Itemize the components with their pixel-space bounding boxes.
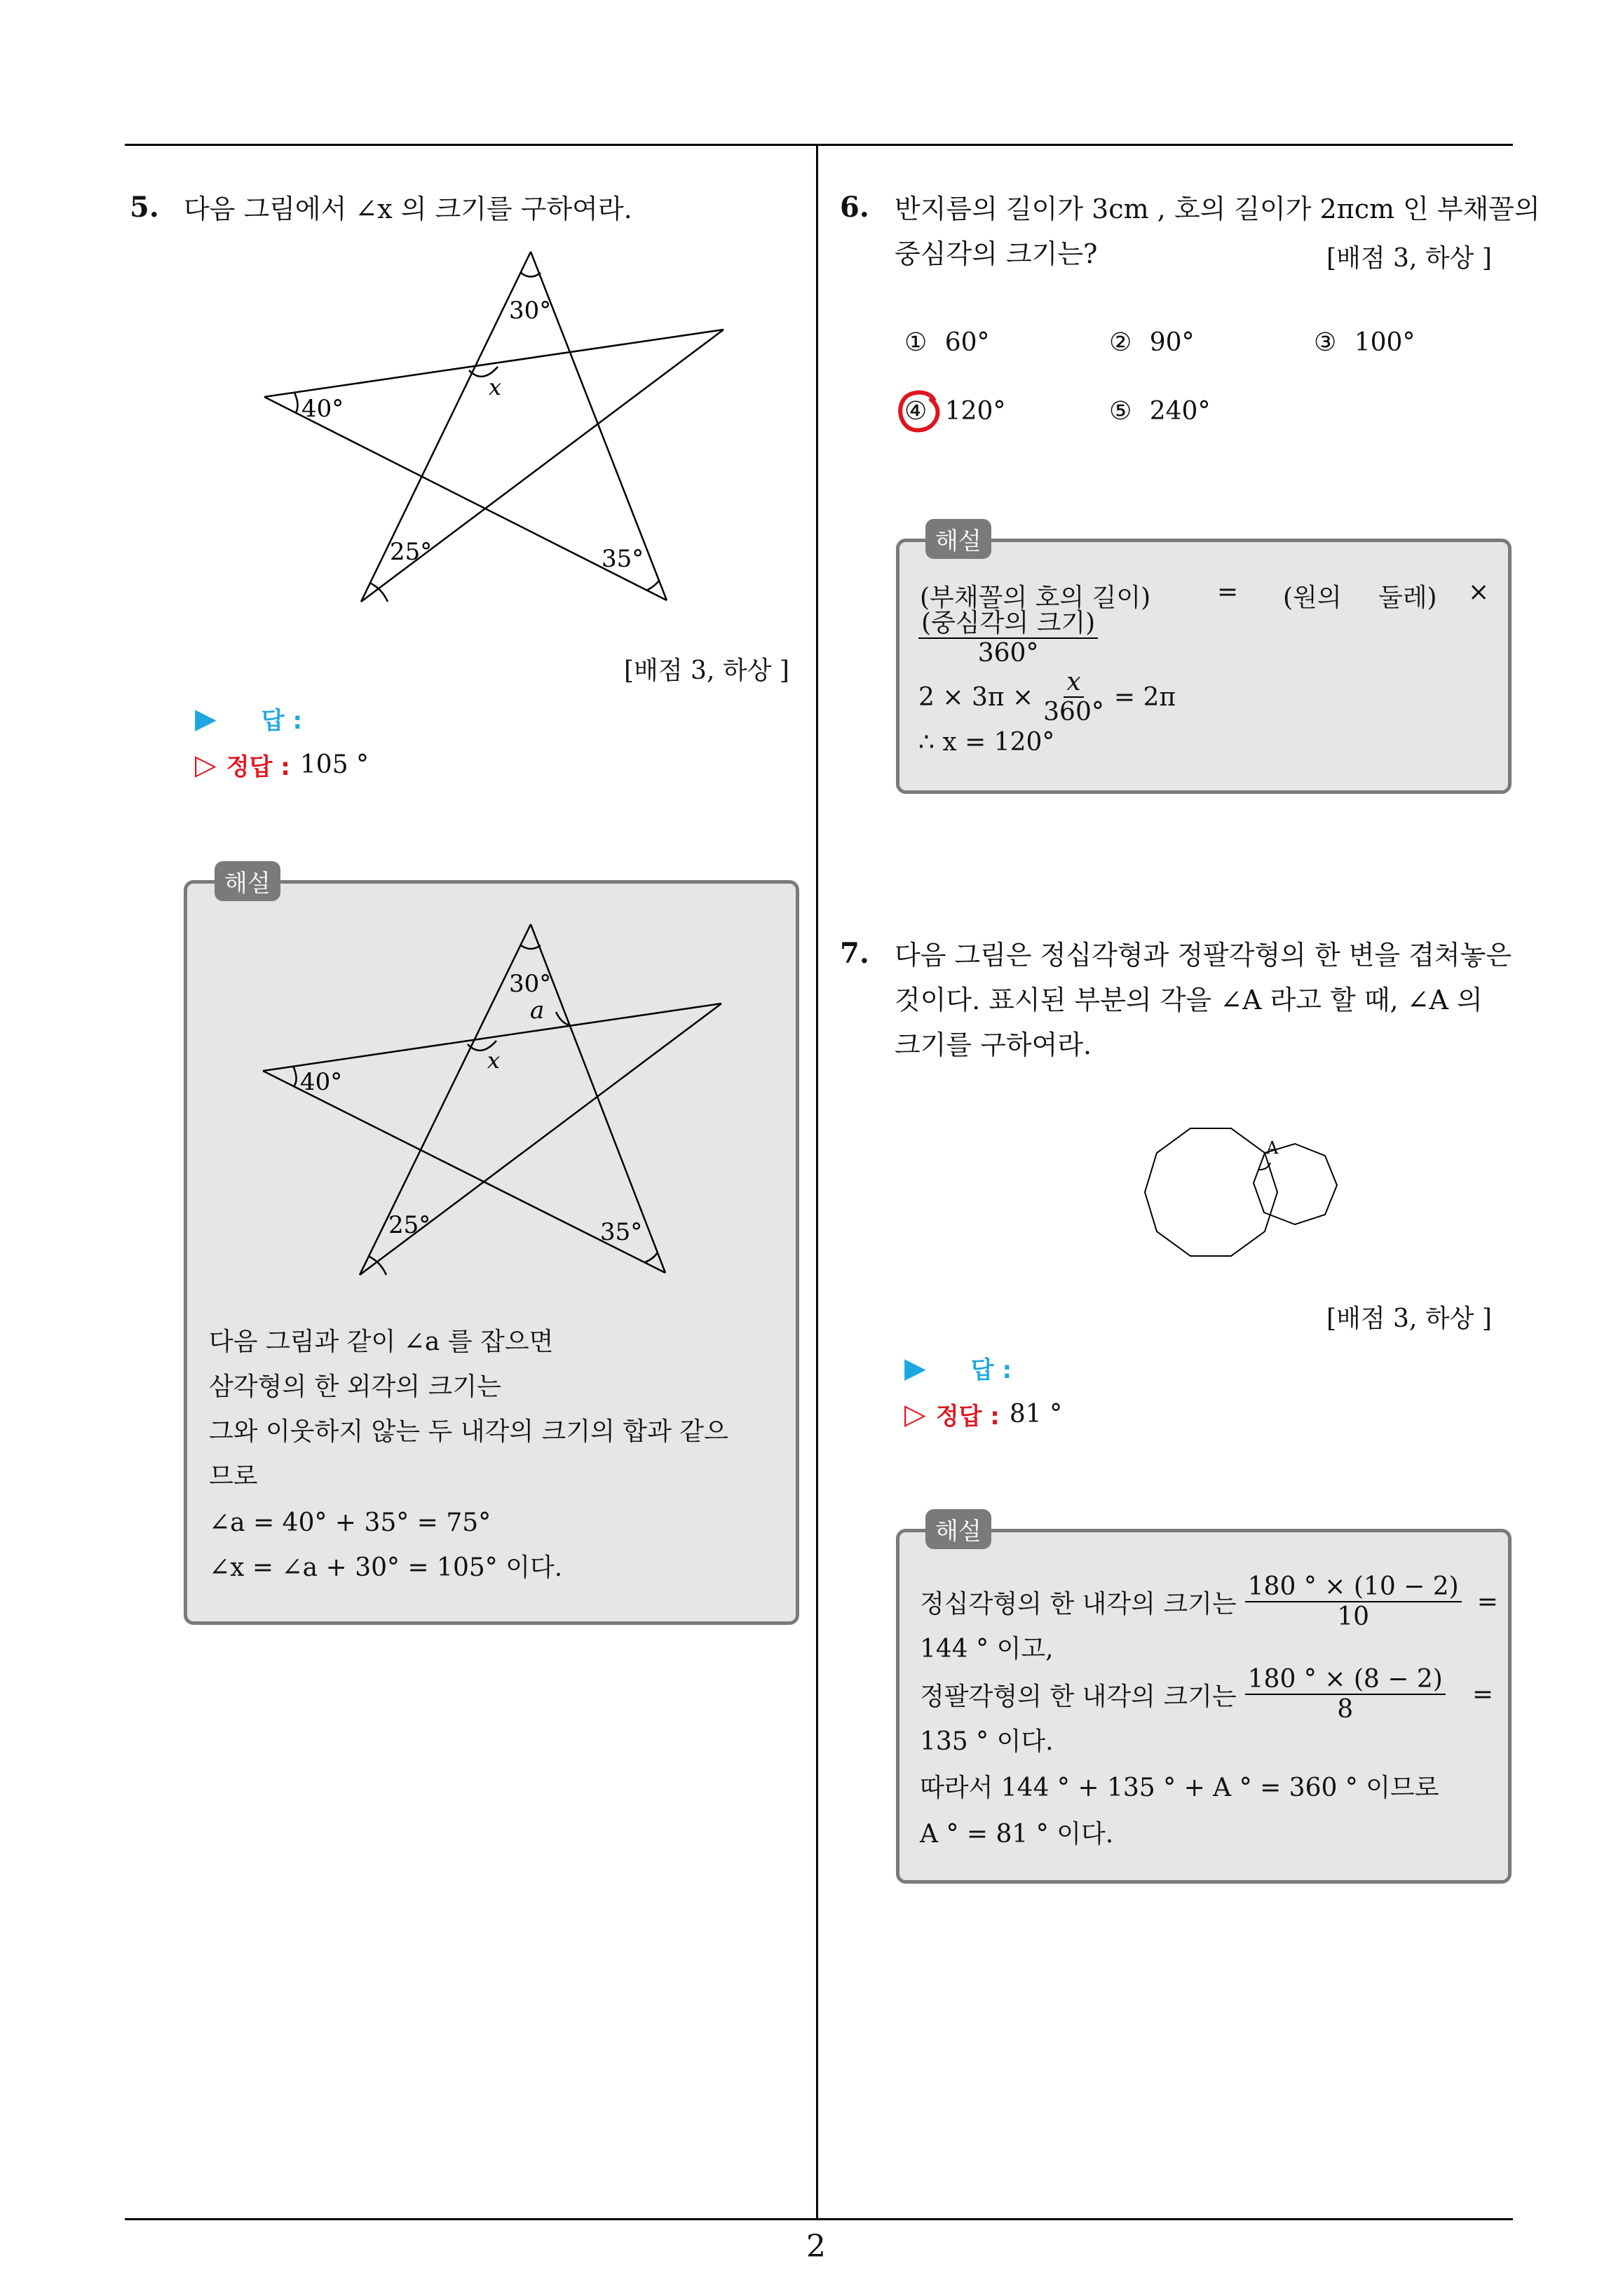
q5-answer-label: 답 : <box>261 707 303 735</box>
page-number: 2 <box>806 2229 826 2264</box>
q7-sol-frac2-den: 8 <box>1337 1695 1354 1724</box>
outline-play-icon: ▷ <box>195 748 217 781</box>
q5-sol-label-35: 35° <box>600 1218 643 1246</box>
q6-choice-5-mark: ⑤ <box>1109 397 1132 426</box>
q7-correct-value: 81 ° <box>1009 1400 1063 1429</box>
q5-correct-label: 정답 : <box>226 753 290 781</box>
q5-solution-line-1: 다음 그림과 같이 ∠a 를 잡으면 <box>209 1328 554 1356</box>
q7-sol-line1 <box>920 1572 1498 1632</box>
q5-solution-line-6: ∠x = ∠a + 30° = 105° 이다. <box>209 1553 563 1582</box>
q6-choice-2-mark: ② <box>1109 328 1132 357</box>
q7-text-line3: 크기를 구하여라. <box>895 1029 1092 1060</box>
q7-answer-row <box>904 1351 1012 1385</box>
q6-sol-line2 <box>918 668 1176 727</box>
q6-choice-5[interactable] <box>1109 397 1210 426</box>
selected-answer-circle-icon <box>893 386 944 436</box>
q7-sol-line1-post: = <box>1476 1587 1498 1616</box>
q5-solution-line-2: 삼각형의 한 외각의 크기는 <box>209 1372 501 1401</box>
column-divider <box>816 144 818 2220</box>
q5-label-30: 30° <box>509 297 552 325</box>
top-rule <box>125 144 1513 146</box>
q5-solution-line-4: 므로 <box>209 1462 258 1491</box>
q6-sol-frac2-num: x <box>1064 668 1083 698</box>
bottom-rule <box>125 2218 1513 2220</box>
q5-sol-label-a: a <box>530 997 545 1025</box>
q6-sol-line1-right-b: 둘레) <box>1378 583 1437 612</box>
q6-choice-1-mark: ① <box>904 328 928 357</box>
q6-sol-line1-times: × <box>1468 578 1490 607</box>
q5-label-x: x <box>489 374 502 400</box>
q5-sol-label-x: x <box>487 1047 501 1074</box>
q6-choice-5-value: 240° <box>1149 397 1211 426</box>
q6-choice-4-mark: ④ <box>904 397 928 426</box>
q6-text-line2: 중심각의 크기는? <box>895 238 1098 269</box>
q5-solution-line-5: ∠a = 40° + 35° = 75° <box>209 1508 491 1537</box>
q5-text: 다음 그림에서 ∠x 의 크기를 구하여라. <box>184 194 632 224</box>
q5-star-figure <box>252 245 743 610</box>
q6-sol-frac1-num: (중심각의 크기) <box>918 609 1098 639</box>
q6-sol-line1-eq: = <box>1217 578 1239 607</box>
q7-sol-line3-pre: 정팔각형의 한 내각의 크기는 <box>920 1682 1237 1711</box>
q7-sol-fraction-1 <box>1245 1572 1462 1632</box>
q6-choice-1[interactable] <box>904 328 990 357</box>
q5-solution-line-3: 그와 이웃하지 않는 두 내각의 크기의 합과 같으 <box>209 1417 728 1446</box>
q7-score: [배점 3, 하상 ] <box>1326 1304 1492 1333</box>
q7-sol-fraction-2 <box>1245 1665 1446 1724</box>
play-icon: ▶ <box>195 702 217 735</box>
q6-choice-3[interactable] <box>1314 328 1415 357</box>
q6-number: 6. <box>840 191 869 224</box>
q6-sol-frac2-den: 360° <box>1043 698 1104 727</box>
q6-sol-line1-right-a: (원의 <box>1283 583 1342 612</box>
q5-sol-label-25: 25° <box>388 1211 431 1239</box>
play-icon: ▶ <box>904 1351 926 1384</box>
q7-sol-line1-pre: 정십각형의 한 내각의 크기는 <box>920 1589 1237 1619</box>
q6-sol-line3: ∴ x = 120° <box>918 728 1055 757</box>
q6-text-line1: 반지름의 길이가 3cm , 호의 길이가 2πcm 인 부채꼴의 <box>895 194 1540 224</box>
q6-choice-2-value: 90° <box>1149 328 1195 357</box>
q7-sol-frac1-den: 10 <box>1337 1602 1370 1632</box>
q6-sol-frac1-den: 360° <box>977 639 1039 668</box>
q7-answer-label: 답 : <box>970 1356 1012 1384</box>
q7-correct-label: 정답 : <box>935 1403 1000 1431</box>
q5-label-40: 40° <box>301 395 344 423</box>
q6-choice-4-value: 120° <box>944 397 1006 426</box>
q6-sol-fraction-2 <box>1040 668 1107 727</box>
q6-sol-line1-left: (부채꼴의 호의 길이) <box>920 583 1151 612</box>
q7-sol-frac2-num: 180 ° × (8 − 2) <box>1245 1665 1446 1695</box>
q7-sol-line4: 135 ° 이다. <box>920 1727 1054 1756</box>
q7-sol-line2: 144 ° 이고, <box>920 1635 1054 1663</box>
q6-choice-3-mark: ③ <box>1314 328 1337 357</box>
q6-sol-line2-pre: 2 × 3π × <box>918 682 1034 712</box>
q7-text-line1: 다음 그림은 정십각형과 정팔각형의 한 변을 겹쳐놓은 <box>895 940 1512 971</box>
q5-solution-figure <box>252 919 743 1283</box>
q7-label-A: A <box>1266 1138 1279 1158</box>
q5-correct-row <box>195 748 369 782</box>
q7-sol-line3-post: = <box>1472 1680 1493 1709</box>
q6-sol-fraction-1 <box>918 609 1098 668</box>
q5-answer-row <box>195 701 302 736</box>
q7-solution-tag: 해설 <box>925 1509 991 1549</box>
q7-correct-row <box>904 1397 1062 1431</box>
q7-sol-line3 <box>920 1665 1493 1724</box>
q6-choice-2[interactable] <box>1109 328 1195 357</box>
q5-label-35: 35° <box>602 545 644 573</box>
q6-score: [배점 3, 하상 ] <box>1326 244 1492 273</box>
q5-score: [배점 3, 하상 ] <box>624 656 789 685</box>
q7-sol-line6: A ° = 81 ° 이다. <box>920 1820 1114 1849</box>
q5-sol-label-40: 40° <box>300 1068 343 1096</box>
q6-choice-1-value: 60° <box>944 328 990 357</box>
q6-choice-3-value: 100° <box>1354 328 1415 357</box>
q5-sol-label-30: 30° <box>509 970 552 998</box>
q7-polygons-figure <box>1073 1087 1339 1262</box>
q7-text-line2: 것이다. 표시된 부분의 각을 ∠A 라고 할 때, ∠A 의 <box>895 985 1483 1015</box>
q5-label-25: 25° <box>390 538 433 566</box>
q7-number: 7. <box>840 937 869 970</box>
q6-solution-tag: 해설 <box>925 519 991 559</box>
q6-sol-line2-post: = 2π <box>1113 682 1176 712</box>
q5-solution-tag: 해설 <box>215 861 280 901</box>
q5-number: 5. <box>130 191 159 224</box>
q7-sol-line5: 따라서 144 ° + 135 ° + A ° = 360 ° 이므로 <box>920 1774 1439 1802</box>
outline-play-icon: ▷ <box>904 1398 926 1431</box>
q7-sol-frac1-num: 180 ° × (10 − 2) <box>1245 1572 1462 1602</box>
q5-correct-value: 105 ° <box>299 750 369 779</box>
